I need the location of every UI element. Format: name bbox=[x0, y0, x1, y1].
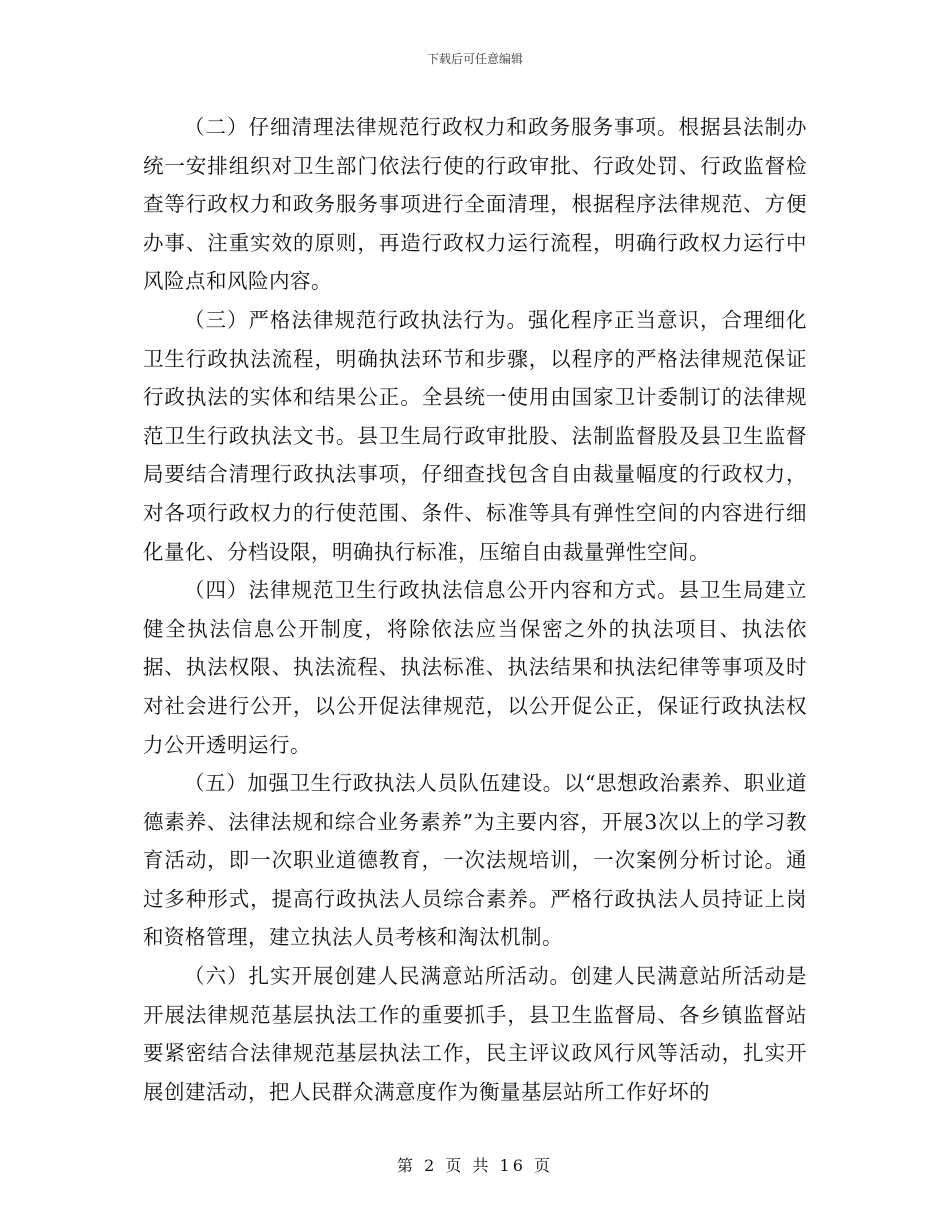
paragraph-6: （六）扎实开展创建人民满意站所活动。创建人民满意站所活动是开展法律规范基层执法工作的重要抓手，县卫生监督局、各乡镇监督站要紧密结合法律规范基层执法工作，民主评议政风行风等活动，扎实开展创建活动，把人民群众满意度作为衡量基层站所工作好坏的 bbox=[143, 964, 807, 1104]
document-body bbox=[143, 108, 807, 1111]
paragraph-3: （三）严格法律规范行政执法行为。强化程序正当意识，合理细化卫生行政执法流程，明确执法环节和步骤，以程序的严格法律规范保证行政执法的实体和结果公正。全县统一使用由国家卫计委制订的法律规范卫生行政执法文书。县卫生局行政审批股、法制监督股及县卫生监督局要结合清理行政执法事项，仔细查找包含自由裁量幅度的行政权力，对各项行政权力的行使范围、条件、标准等具有弹性空间的内容进行细化量化、分档设限，明确执行标准，压缩自由裁量弹性空间。 bbox=[143, 307, 807, 564]
page-header: 下载后可任意编辑 bbox=[426, 52, 523, 66]
page-number-footer: 第 2 页 共 16 页 bbox=[397, 1156, 553, 1175]
paragraph-2: （二）仔细清理法律规范行政权力和政务服务事项。根据县法制办统一安排组织对卫生部门依法行使的行政审批、行政处罚、行政监督检查等行政权力和政务服务事项进行全面清理，根据程序法律规范、方便办事、注重实效的原则，再造行政权力运行流程，明确行政权力运行中风险点和风险内容。 bbox=[143, 115, 807, 294]
paragraph-4: （四）法律规范卫生行政执法信息公开内容和方式。县卫生局建立健全执法信息公开制度，将除依法应当保密之外的执法项目、执法依据、执法权限、执法流程、执法标准、执法结果和执法纪律等事项及时对社会进行公开，以公开促法律规范，以公开促公正，保证行政执法权力公开透明运行。 bbox=[143, 578, 807, 757]
paragraph-5: （五）加强卫生行政执法人员队伍建设。以“思想政治素养、职业道德素养、法律法规和综合业务素养”为主要内容，开展3次以上的学习教育活动，即一次职业道德教育，一次法规培训，一次案例分析讨论。通过多种形式，提高行政执法人员综合素养。严格行政执法人员持证上岗和资格管理，建立执法人员考核和淘汰机制。 bbox=[143, 771, 807, 950]
